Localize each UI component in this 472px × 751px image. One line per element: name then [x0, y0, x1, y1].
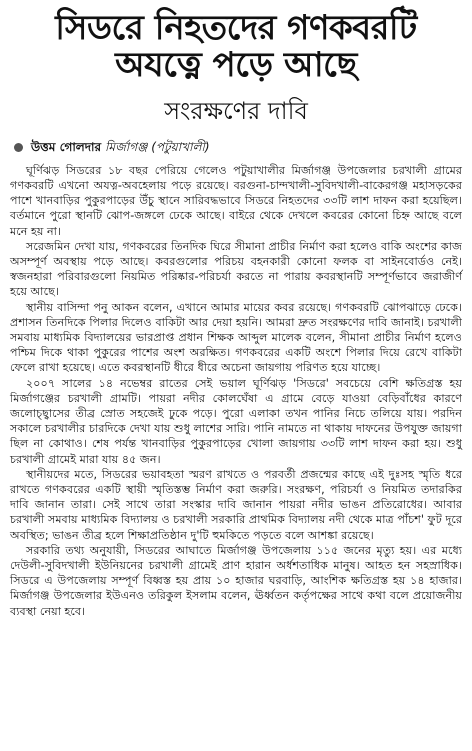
byline-location: মির্জাগঞ্জ (পটুয়াখালী): [104, 139, 210, 154]
bullet-icon: [14, 143, 23, 152]
headline-line-2: অযত্নে পড়ে আছে: [115, 45, 357, 86]
subheadline: সংরক্ষণের দাবি: [164, 96, 308, 125]
paragraph: সরেজমিন দেখা যায়, গণকবরের তিনদিক ঘিরে সীমানা প্রাচীর নির্মাণ করা হলেও বাকি অংশের কাজ অসম্পূর্ণ অবস্থায় পড়ে আছে। কবরগুলোর পরিচয় বহনকারী কোনো ফলক বা সাইনবোর্ডও নেই। স্বজনহারা পরিবারগুলো নিয়মিত পরিষ্কার-পরিচর্যা করতে না পারায় কবরস্থানটি সম্পূর্ণভাবে জরাজীর্ণ হয়ে আছে।: [10, 239, 462, 299]
headline: [10, 10, 462, 85]
headline-line-1: সিডরে নিহতদের গণকবরটি: [55, 8, 417, 48]
paragraph: স্থানীয় বাসিন্দা পনু আকন বলেন, এখানে আমার মায়ের কবর রয়েছে। গণকবরটি ঝোপঝাড়ে ঢেকে। প্রশাসন তিনদিকে পিলার দিলেও বাকিটা আর দেয়া হয়নি। আমরা দ্রুত সংরক্ষণের দাবি জানাই। চরখালী সমবায় মাধ্যমিক বিদ্যালয়ের ভারপ্রাপ্ত প্রধান শিক্ষক আব্দুল মালেক বলেন, সীমানা প্রাচীর নির্মাণ হলেও পশ্চিম দিকে থাকা পুকুরের পাশের অংশ অরক্ষিত। গণকবরের একটি অংশে পিলার দিয়ে রেখে বাকিটা ফেলে রাখা হয়েছে। এতে কবরস্থানটি ধীরে ধীরে অচেনা জায়গায় পরিণত হয়ে যাচ্ছে।: [10, 300, 462, 375]
article-body: [10, 163, 462, 619]
byline: [14, 139, 462, 159]
paragraph: স্থানীয়দের মতে, সিডরের ভয়াবহতা স্মরণ রাখতে ও পরবর্তী প্রজন্মের কাছে এই দুঃসহ স্মৃতি ধরে রাখতে গণকবরের একটি স্থায়ী স্মৃতিস্তম্ভ নির্মাণ করা জরুরি। সংরক্ষণ, পরিচর্যা ও নিয়মিত তদারকির দাবি জানান তারা। সেই সাথে তারা সংস্কার দাবি জানান পায়রা নদীর ভাঙন প্রতিরোধের। আবার চরখালী সমবায় মাধ্যমিক বিদ্যালয় ও চরখালী সরকারি প্রাথমিক বিদ্যালয় নদী থেকে মাত্র পাঁচশ' ফুট দূরে অবস্থিত; ভাঙন তীব্র হলে শিক্ষাপ্রতিষ্ঠান দু'টি হুমকিতে পড়তে বলে আশঙ্কা রয়েছে।: [10, 467, 462, 542]
paragraph: ঘূর্ণিঝড় সিডরের ১৮ বছর পেরিয়ে গেলেও পটুয়াখালীর মির্জাগঞ্জ উপজেলার চরখালী গ্রামের গণকবরটি এখনো অযত্ন-অবহেলায় পড়ে রয়েছে। বরগুনা-চান্দখালী-সুবিদখালী-বাকেরগঞ্জ মহাসড়কের পাশে খানবাড়ির পুকুরপাড়ের উঁচু স্থানে সারিবদ্ধভাবে সিডরে নিহতদের ৩৩টি লাশ দাফন করা হয়েছিল। বর্তমানে পুরো স্থানটি ঝোপ-জঙ্গলে ঢেকে আছে। বাইরে থেকে দেখলে কবরের কোনো চিহ্ন আছে বলে মনে হয় না।: [10, 163, 462, 238]
paragraph: ২০০৭ সালের ১৪ নভেম্বর রাতের সেই ভয়াল ঘূর্ণিঝড় 'সিডরে' সবচেয়ে বেশি ক্ষতিগ্রস্ত হয় মির্জাগঞ্জের চরখালী গ্রামটি। পায়রা নদীর কোলঘেঁষা এ গ্রামে বেড়ে যাওয়া বেড়িবাঁধের কারণে জলোচ্ছ্বাসের তীব্র স্রোত সহজেই ঢুকে পড়ে। পুরো এলাকা তখন পানির নিচে তলিয়ে যায়। পরদিন সকালে চরখালীর চারদিকে দেখা যায় শুধু লাশের সারি। পানি নামতে না থাকায় দাফনের উপযুক্ত জায়গা ছিল না কোথাও। শেষ পর্যন্ত খানবাড়ির পুকুরপাড়ের খোলা জায়গায় ৩৩টি লাশ দাফন করা হয়। শুধু চরখালী গ্রামেই মারা যায় ৪৫ জন।: [10, 376, 462, 466]
paragraph: সরকারি তথ্য অনুযায়ী, সিডরের আঘাতে মির্জাগঞ্জ উপজেলায় ১১৫ জনের মৃত্যু হয়। এর মধ্যে দেউলী-সুবিদখালী ইউনিয়নের চরখালী গ্রামেই প্রাণ হারান অর্ধশতাধিক মানুষ। আহত হন সহস্রাধিক। সিডরে এ উপজেলায় সম্পূর্ণ বিধ্বস্ত হয় প্রায় ১০ হাজার ঘরবাড়ি, আংশিক ক্ষতিগ্রস্ত হয় ১৪ হাজার। মির্জাগঞ্জ উপজেলার ইউএনও তরিকুল ইসলাম বলেন, ঊর্ধ্বতন কর্তৃপক্ষের সাথে কথা বলে প্রয়োজনীয় ব্যবস্থা নেয়া হবে।: [10, 543, 462, 618]
byline-author: উত্তম গোলদার: [30, 139, 102, 154]
